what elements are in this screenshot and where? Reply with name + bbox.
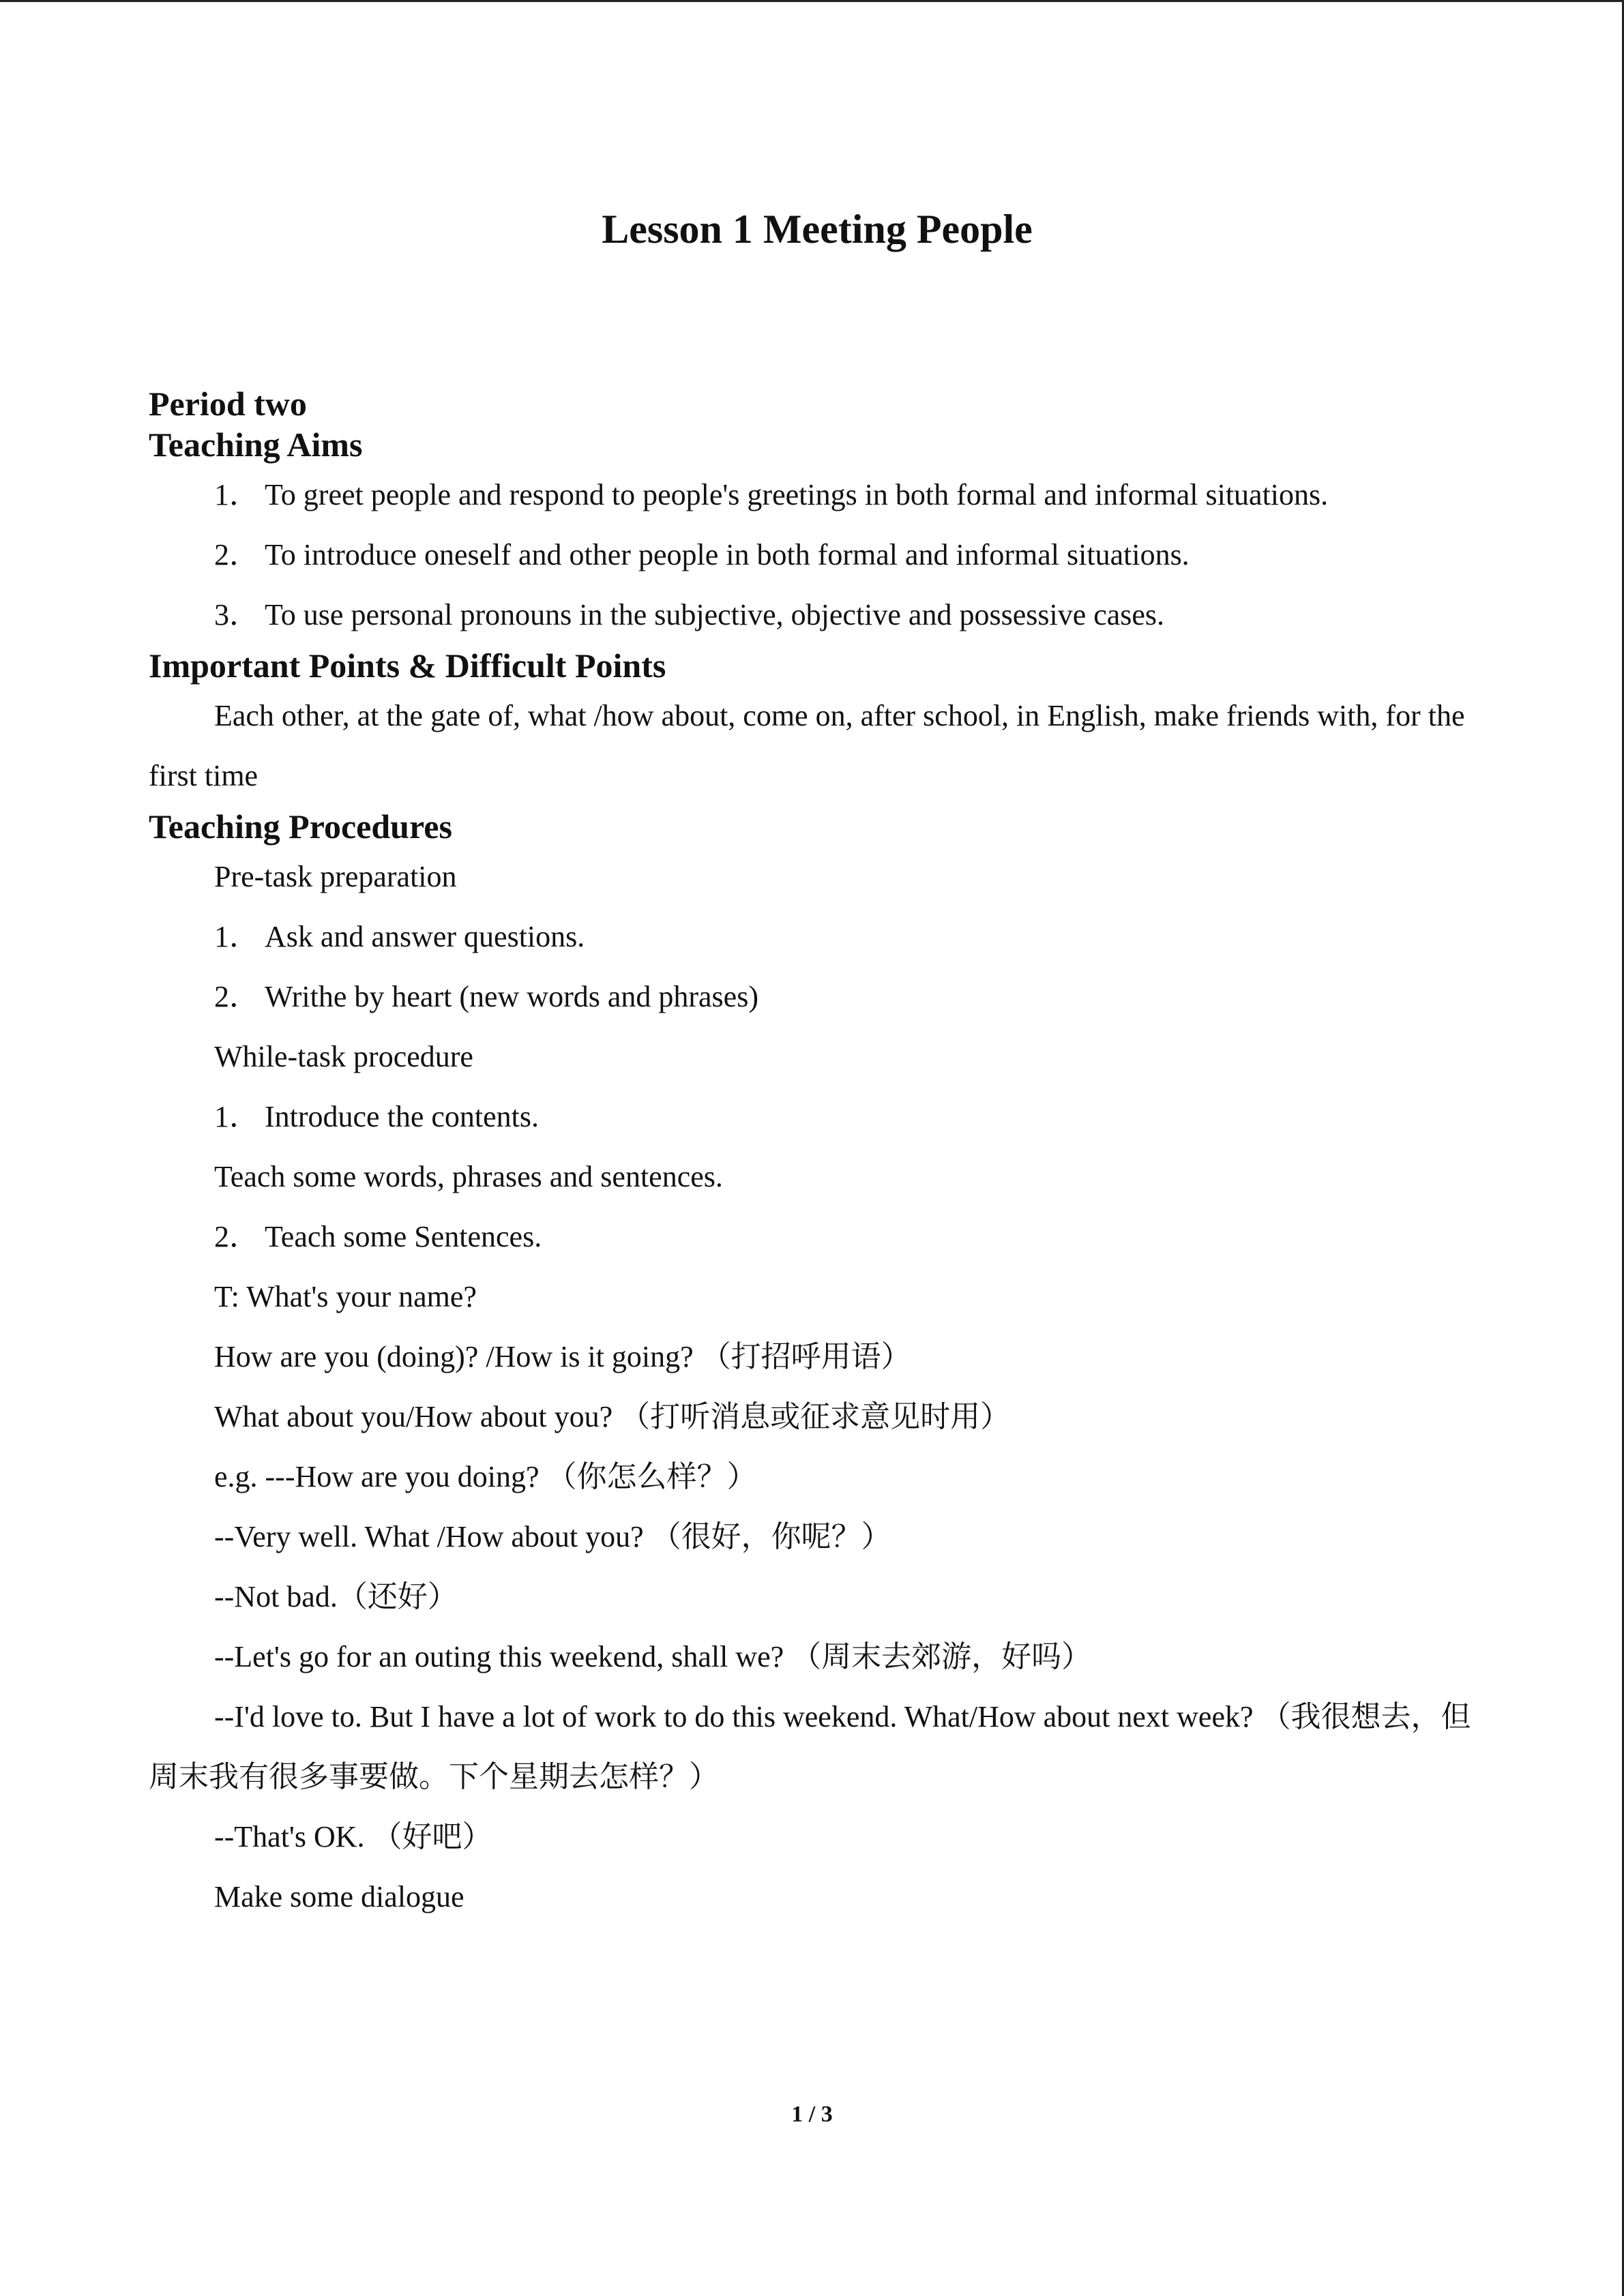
document-body bbox=[149, 205, 1486, 1927]
dialogue-line: --Not bad.（还好） bbox=[214, 1580, 458, 1613]
important-points-text: Each other, at the gate of, what /how about, come on, after school, in English, make friends with, for the first time bbox=[149, 699, 1465, 792]
while-task-item: 2． Teach some Sentences. bbox=[214, 1220, 542, 1253]
teaching-procedures-heading: Teaching Procedures bbox=[149, 807, 452, 846]
make-dialogue-line: Make some dialogue bbox=[214, 1880, 464, 1913]
dialogue-line: T: What's your name? bbox=[214, 1280, 477, 1313]
procedures-body bbox=[149, 847, 1486, 1927]
dialogue-line: --Let's go for an outing this weekend, shall we? （周末去郊游，好吗） bbox=[214, 1640, 1092, 1673]
aim-item: 3． To use personal pronouns in the subjective, objective and possessive cases. bbox=[214, 598, 1165, 631]
dialogue-line: What about you/How about you? （打听消息或征求意见时用） bbox=[214, 1400, 1011, 1433]
aim-item: 2． To introduce oneself and other people in both formal and informal situations. bbox=[214, 538, 1190, 571]
teach-words-line: Teach some words, phrases and sentences. bbox=[214, 1160, 723, 1193]
dialogue-line-long: --I'd love to. But I have a lot of work to do this weekend. What/How about next week? （我很想去，但周末我有很多事要做。下个星期去怎样？） bbox=[149, 1700, 1471, 1793]
pre-task-item: 2． Writhe by heart (new words and phrases) bbox=[214, 980, 758, 1013]
page-number: 1 / 3 bbox=[791, 2102, 833, 2127]
pre-task-item: 1． Ask and answer questions. bbox=[214, 920, 585, 953]
teaching-aims-heading: Teaching Aims bbox=[149, 426, 363, 464]
dialogue-line: e.g. ---How are you doing? （你怎么样？） bbox=[214, 1460, 757, 1493]
pre-task-label: Pre-task preparation bbox=[214, 860, 457, 893]
dialogue-line: How are you (doing)? /How is it going? （打招呼用语） bbox=[214, 1340, 911, 1373]
dialogue-line: --That's OK. （好吧） bbox=[214, 1820, 492, 1853]
aim-item: 1． To greet people and respond to people's greetings in both formal and informal situations. bbox=[214, 478, 1329, 511]
period-heading: Period two bbox=[149, 385, 307, 423]
while-task-label: While-task procedure bbox=[214, 1040, 473, 1073]
while-task-item: 1． Introduce the contents. bbox=[214, 1100, 539, 1133]
teaching-aims-list bbox=[149, 465, 1486, 645]
important-points-heading: Important Points & Difficult Points bbox=[149, 646, 666, 685]
page-title: Lesson 1 Meeting People bbox=[602, 207, 1033, 252]
dialogue-line: --Very well. What /How about you? （很好，你呢？） bbox=[214, 1520, 891, 1553]
